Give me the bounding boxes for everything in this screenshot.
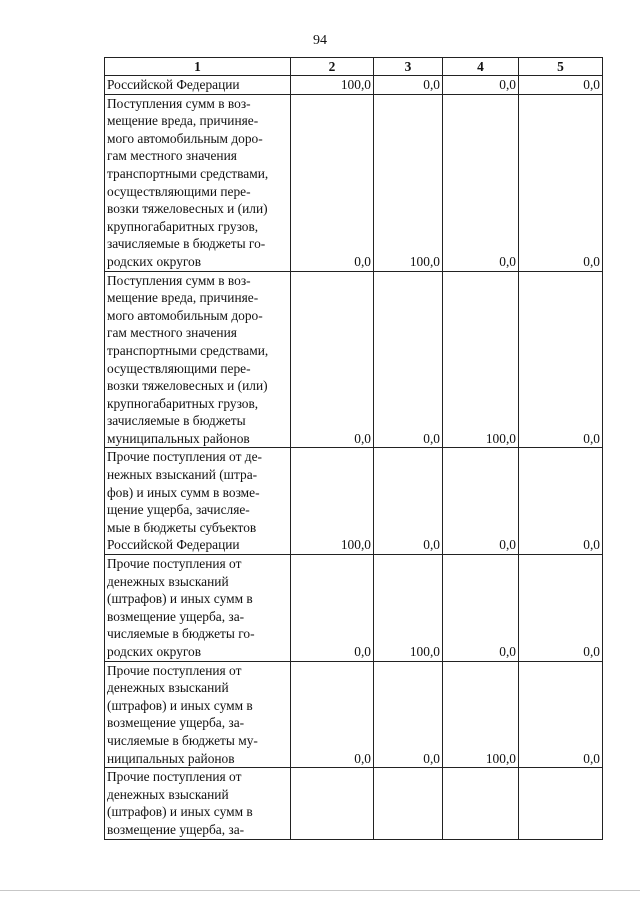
header-cell-col-5: 5 xyxy=(519,58,603,76)
value-cell-col-5 xyxy=(519,768,603,839)
row-description: Поступления сумм в воз- мещение вреда, причиняе- мого автомобильным доро- гам местного значения транспортными средствами, осуществляющими пере- возки тяжеловесных и (или) крупногабаритных грузов, зачисляемые в бюджеты го- родских округов xyxy=(105,94,291,271)
table-row xyxy=(105,76,603,95)
value-cell-col-2 xyxy=(291,768,374,839)
value-cell-col-2: 0,0 xyxy=(291,661,374,768)
page-bottom-rule xyxy=(0,890,640,891)
value-cell-col-5: 0,0 xyxy=(519,555,603,662)
distribution-table xyxy=(104,57,603,840)
table-row xyxy=(105,768,603,839)
header-cell-col-4: 4 xyxy=(443,58,519,76)
value-cell-col-2: 100,0 xyxy=(291,76,374,95)
value-cell-col-4: 100,0 xyxy=(443,661,519,768)
value-cell-col-3: 100,0 xyxy=(374,555,443,662)
value-cell-col-5: 0,0 xyxy=(519,448,603,555)
value-cell-col-5: 0,0 xyxy=(519,271,603,448)
header-cell-col-1: 1 xyxy=(105,58,291,76)
value-cell-col-2: 0,0 xyxy=(291,271,374,448)
value-cell-col-5: 0,0 xyxy=(519,76,603,95)
value-cell-col-4: 0,0 xyxy=(443,76,519,95)
table-row xyxy=(105,94,603,271)
row-description: Прочие поступления от де- нежных взысканий (штра- фов) и иных сумм в возме- щение ущерба, зачисляе- мые в бюджеты субъектов Российской Федерации xyxy=(105,448,291,555)
row-description: Поступления сумм в воз- мещение вреда, причиняе- мого автомобильным доро- гам местного значения транспортными средствами, осуществляющими пере- возки тяжеловесных и (или) крупногабаритных грузов, зачисляемые в бюджеты муниципальных районов xyxy=(105,271,291,448)
value-cell-col-3: 0,0 xyxy=(374,76,443,95)
header-cell-col-3: 3 xyxy=(374,58,443,76)
value-cell-col-2: 0,0 xyxy=(291,555,374,662)
value-cell-col-3: 0,0 xyxy=(374,661,443,768)
table-row xyxy=(105,271,603,448)
value-cell-col-3: 0,0 xyxy=(374,271,443,448)
row-description: Прочие поступления от денежных взысканий (штрафов) и иных сумм в возмещение ущерба, за- числяемые в бюджеты му- ниципальных районов xyxy=(105,661,291,768)
value-cell-col-3 xyxy=(374,768,443,839)
row-description: Прочие поступления от денежных взысканий (штрафов) и иных сумм в возмещение ущерба, за- xyxy=(105,768,291,839)
value-cell-col-4 xyxy=(443,768,519,839)
table-row xyxy=(105,555,603,662)
value-cell-col-2: 0,0 xyxy=(291,94,374,271)
value-cell-col-5: 0,0 xyxy=(519,94,603,271)
table-row xyxy=(105,661,603,768)
value-cell-col-4: 100,0 xyxy=(443,271,519,448)
value-cell-col-4: 0,0 xyxy=(443,555,519,662)
value-cell-col-3: 100,0 xyxy=(374,94,443,271)
value-cell-col-4: 0,0 xyxy=(443,448,519,555)
value-cell-col-4: 0,0 xyxy=(443,94,519,271)
header-row xyxy=(105,58,603,76)
row-description: Российской Федерации xyxy=(105,76,291,95)
value-cell-col-3: 0,0 xyxy=(374,448,443,555)
page-number: 94 xyxy=(313,33,327,48)
row-description: Прочие поступления от денежных взысканий (штрафов) и иных сумм в возмещение ущерба, за- числяемые в бюджеты го- родских округов xyxy=(105,555,291,662)
table-row xyxy=(105,448,603,555)
value-cell-col-2: 100,0 xyxy=(291,448,374,555)
header-cell-col-2: 2 xyxy=(291,58,374,76)
value-cell-col-5: 0,0 xyxy=(519,661,603,768)
